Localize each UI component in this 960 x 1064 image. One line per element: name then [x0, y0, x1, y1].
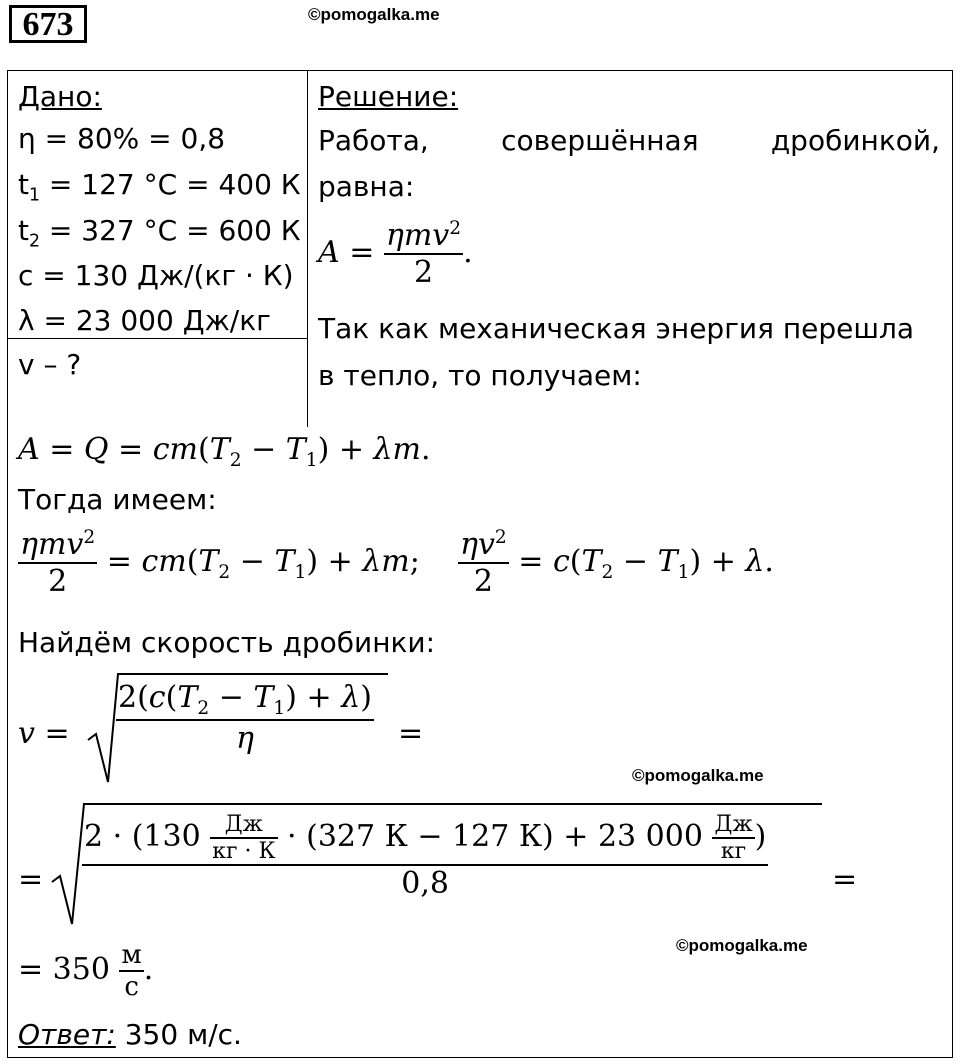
- formula-velocity-label: v =: [18, 716, 70, 751]
- formula-velocity-radicand: $\frac{2(c(T_2 - T_1) + \lambda)}{\eta}$: [118, 680, 372, 756]
- solution-text-4: Найдём скорость дробинки:: [18, 626, 436, 659]
- solution-text-1b: равна:: [318, 170, 415, 203]
- formula-energy: $A = Q = cm(T_2 - T_1) + \lambda m$.: [18, 432, 431, 471]
- problem-number: 673: [9, 5, 87, 43]
- given-t1: $t_1 = 127$ °C = 400 К: [18, 168, 301, 206]
- formula-equals-2: =: [18, 862, 44, 897]
- answer: Ответ: 350 м/с.: [18, 1018, 242, 1051]
- given-efficiency: η = 80% = 0,8: [18, 122, 226, 155]
- formula-equals-3: =: [832, 862, 858, 897]
- solution-text-1: Работа, совершённая дробинкой,: [318, 124, 940, 157]
- watermark-top: ©pomogalka.me: [308, 5, 440, 24]
- given-heat-capacity: c = 130 Дж/(кг · К): [18, 259, 294, 292]
- formula-work: A = $\frac{\eta mv^2}{2}$ .: [318, 218, 473, 290]
- formula-equation: $\frac{\eta mv^2}{2}$ = $cm(T_2 - T_1) + \lambda m$; $\frac{\eta v^2}{2}$ = $c(T_2 - T_1) + \lambda$.: [20, 527, 774, 599]
- watermark-middle: ©pomogalka.me: [632, 766, 764, 785]
- solution-text-2a: Так как механическая энергия перешла: [318, 312, 915, 345]
- given-latent-heat: λ = 23 000 Дж/кг: [18, 304, 271, 337]
- given-heading: Дано:: [18, 80, 102, 113]
- solution-text-3: Тогда имеем:: [18, 483, 217, 516]
- formula-result: = 350 $\frac{м}{с}$ .: [18, 940, 154, 1002]
- given-divider: [307, 70, 308, 427]
- formula-numeric-radicand: 2 · (130 $\frac{Дж}{кг \cdot К}$ · (327 К − 127 К) + 23 000 $\frac{Дж}{кг}$ ) 0,8: [84, 812, 767, 901]
- solution-text-2b: в тепло, то получаем:: [318, 359, 642, 392]
- formula-equals-1: =: [398, 716, 424, 751]
- solution-heading: Решение:: [318, 80, 459, 113]
- given-t2: $t_2 = 327$ °C = 600 К: [18, 214, 301, 252]
- find-velocity: v – ?: [18, 348, 82, 381]
- watermark-bottom: ©pomogalka.me: [676, 936, 808, 955]
